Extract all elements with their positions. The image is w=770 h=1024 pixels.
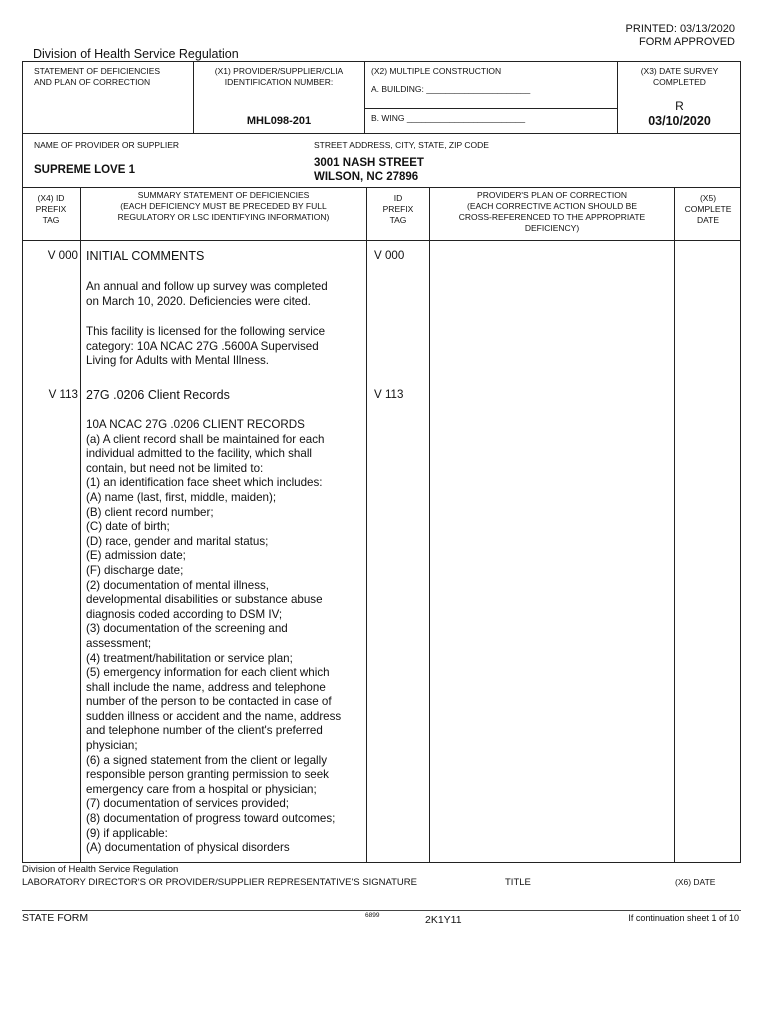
provider-id: MHL098-201 bbox=[246, 115, 312, 127]
print-info bbox=[626, 23, 735, 49]
form-approved: FORM APPROVED bbox=[639, 36, 735, 48]
printed-date: PRINTED: 03/13/2020 bbox=[625, 23, 735, 35]
plan-header: PROVIDER'S PLAN OF CORRECTION (EACH CORRECTIVE ACTION SHOULD BE CROSS-REFERENCED TO THE APPROPRIATE DEFICIENCY) bbox=[458, 190, 646, 233]
state-form-label: STATE FORM bbox=[22, 912, 89, 924]
regulation-line: assessment; bbox=[86, 636, 152, 650]
regulation-line: (4) treatment/habilitation or service plan; bbox=[86, 651, 293, 665]
x1-label: (X1) PROVIDER/SUPPLIER/CLIA IDENTIFICATION NUMBER: bbox=[214, 66, 344, 87]
regulation-line: diagnosis coded according to DSM IV; bbox=[86, 607, 283, 621]
regulation-line: (2) documentation of mental illness, bbox=[86, 578, 270, 592]
title-label: TITLE bbox=[505, 877, 531, 888]
regulation-line: responsible person granting permission to seek bbox=[86, 768, 329, 782]
regulation-line: number of the person to be contacted in case of bbox=[86, 695, 332, 709]
entry-title-v113: 27G .0206 Client Records bbox=[86, 388, 230, 402]
city: WILSON, NC 27896 bbox=[314, 171, 419, 183]
regulation-line: (3) documentation of the screening and bbox=[86, 622, 288, 636]
regulation-line: sudden illness or accident and the name, address bbox=[86, 709, 342, 723]
provider-name: SUPREME LOVE 1 bbox=[34, 164, 135, 176]
regulation-line: (5) emergency information for each client which bbox=[86, 666, 330, 680]
regulation-line: contain, but need not be limited to: bbox=[86, 461, 264, 475]
id-header: ID PREFIX TAG bbox=[382, 193, 414, 225]
right-tag-v113: V 113 bbox=[374, 388, 404, 401]
continuation-sheet: If continuation sheet 1 of 10 bbox=[628, 913, 739, 923]
x2-label: (X2) MULTIPLE CONSTRUCTION bbox=[371, 66, 502, 76]
regulation-line: (C) date of birth; bbox=[86, 520, 170, 534]
regulation-line: developmental disabilities or substance abuse bbox=[86, 593, 323, 607]
agency-name: Division of Health Service Regulation bbox=[33, 47, 239, 61]
regulation-line: (A) name (last, first, middle, maiden); bbox=[86, 490, 277, 504]
tag-v000: V 000 bbox=[47, 249, 78, 262]
survey-date: 03/10/2020 bbox=[648, 114, 711, 128]
survey-flag: R bbox=[675, 99, 684, 113]
regulation-line: and telephone number of the client's preferred bbox=[86, 724, 323, 738]
x5-header: (X5) COMPLETE DATE bbox=[684, 193, 732, 225]
v000-paragraph-1: An annual and follow up survey was completed on March 10, 2020. Deficiencies were cited. bbox=[86, 280, 328, 308]
building-field: A. BUILDING: ______________________ bbox=[371, 84, 531, 94]
regulation-line: (9) if applicable: bbox=[86, 826, 168, 840]
wing-field: B. WING _________________________ bbox=[371, 113, 526, 123]
entry-title-v000: INITIAL COMMENTS bbox=[86, 249, 205, 263]
regulation-line: (a) A client record shall be maintained for each bbox=[86, 432, 325, 446]
regulation-line: (B) client record number; bbox=[86, 505, 214, 519]
regulation-line: shall include the name, address and telephone bbox=[86, 680, 326, 694]
regulation-line: 10A NCAC 27G .0206 CLIENT RECORDS bbox=[86, 418, 305, 431]
x4-header: (X4) ID PREFIX TAG bbox=[35, 193, 67, 225]
footer-agency: Division of Health Service Regulation bbox=[22, 864, 179, 875]
date-label: (X6) DATE bbox=[675, 877, 716, 887]
summary-header: SUMMARY STATEMENT OF DEFICIENCIES (EACH DEFICIENCY MUST BE PRECEDED BY FULL REGULATORY OR LSC IDENTIFYING INFORMATION) bbox=[117, 190, 330, 222]
regulation-line: (D) race, gender and marital status; bbox=[86, 534, 269, 548]
regulation-line: (1) an identification face sheet which includes: bbox=[86, 476, 323, 490]
right-tag-v000: V 000 bbox=[374, 249, 405, 262]
provider-name-label: NAME OF PROVIDER OR SUPPLIER bbox=[34, 140, 179, 150]
street: 3001 NASH STREET bbox=[314, 157, 424, 169]
regulation-line: (6) a signed statement from the client or legally bbox=[86, 753, 328, 767]
x3-label: (X3) DATE SURVEY COMPLETED bbox=[640, 66, 719, 87]
regulation-line: (A) documentation of physical disorders bbox=[86, 841, 290, 855]
address-label: STREET ADDRESS, CITY, STATE, ZIP CODE bbox=[314, 140, 489, 150]
regulation-line: emergency care from a hospital or physician; bbox=[86, 782, 317, 796]
regulation-line: (7) documentation of services provided; bbox=[86, 797, 289, 811]
event-id: 2K1Y11 bbox=[425, 914, 462, 926]
regulation-line: (F) discharge date; bbox=[86, 563, 184, 577]
tag-v113: V 113 bbox=[48, 388, 78, 401]
regulation-line: (8) documentation of progress toward outcomes; bbox=[86, 812, 336, 826]
regulation-line: physician; bbox=[86, 739, 138, 753]
statement-label: STATEMENT OF DEFICIENCIES AND PLAN OF CORRECTION bbox=[34, 66, 161, 87]
address bbox=[314, 156, 424, 184]
regulation-line: individual admitted to the facility, which shall bbox=[86, 447, 312, 461]
regulation-line: (E) admission date; bbox=[86, 549, 186, 563]
signature-label: LABORATORY DIRECTOR'S OR PROVIDER/SUPPLIER REPRESENTATIVE'S SIGNATURE bbox=[22, 877, 417, 888]
v000-paragraph-2: This facility is licensed for the following service category: 10A NCAC 27G .5600A Supervised Living for Adults with Mental Illness. bbox=[86, 325, 326, 368]
v113-regulation-text bbox=[86, 418, 366, 856]
form-code: 6899 bbox=[365, 912, 380, 919]
